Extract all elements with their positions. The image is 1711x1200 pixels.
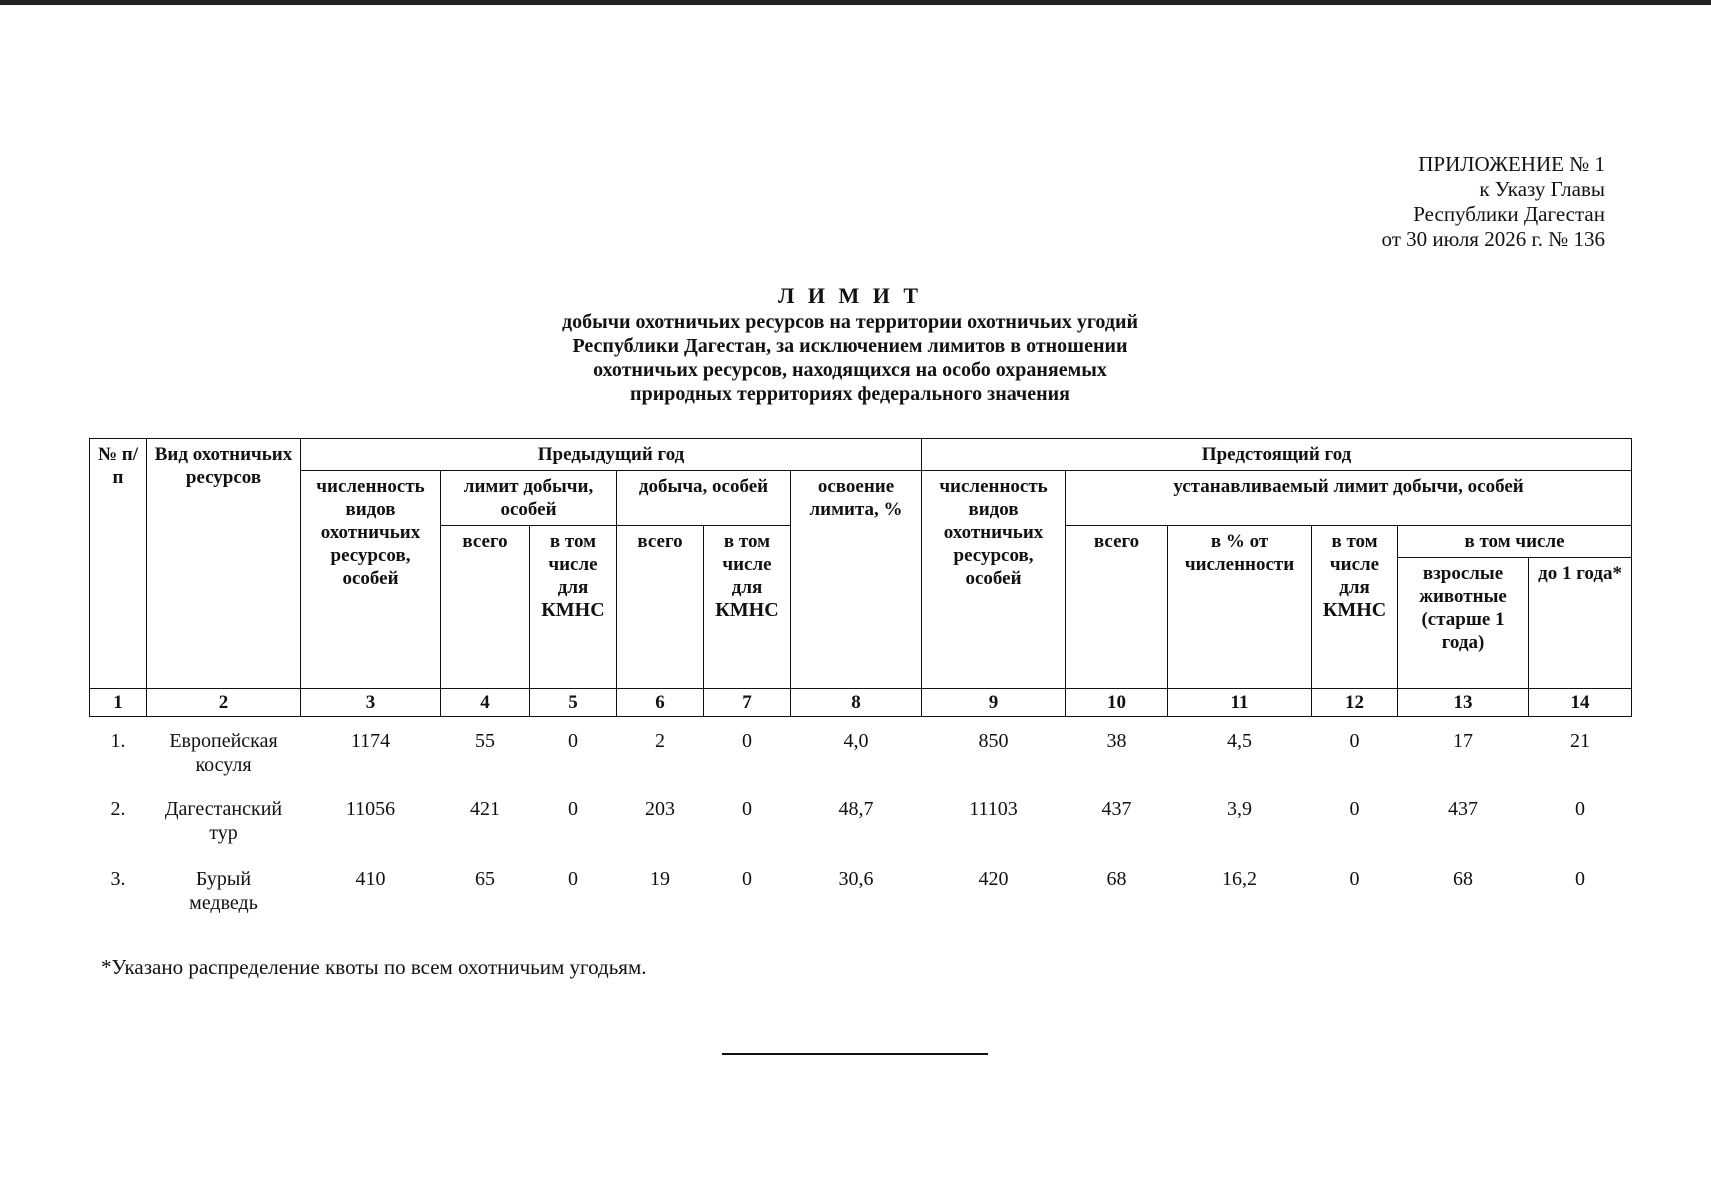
limit-table [89,438,1632,915]
header-next-limit-kmns [1312,526,1398,689]
table-cell: 48,7 [838,797,874,820]
table-cell: 2 [655,730,665,752]
header-adults: взрослые животные (старше 1 года) [1398,558,1529,689]
incl-kmns-label: в том числе для [1329,531,1380,598]
table-cell: 21 [1570,730,1591,752]
kmns-label: КМНС [715,599,779,621]
kmns-label: КМНС [1322,599,1387,621]
table-cell: 0 [742,867,752,890]
appendix-line: от 30 июля 2026 г. № 136 [1381,227,1605,251]
row-number-cell: 3. [110,867,126,890]
header-prev-harvest-kmns [704,526,791,689]
appendix-block [1345,152,1605,252]
table-cell: 0 [742,730,752,752]
table-cell: 38 [1106,730,1127,752]
column-number: 1 [90,689,147,717]
column-number: 13 [1398,689,1529,717]
column-number: 6 [617,689,704,717]
table-cell: 850 [978,730,1009,752]
heading-line: добычи охотничьих ресурсов на территории охотничьих угодий [561,311,1139,333]
header-prev-harvest: добыча, особей [617,471,791,526]
header-next-incl: в том числе [1398,526,1632,558]
column-number: 2 [147,689,301,717]
table-cell: 4,0 [843,730,869,752]
column-number: 8 [791,689,922,717]
appendix-line: к Указу Главы [1479,177,1605,201]
species-cell: Дагестанский тур [164,797,283,844]
document-title: Л И М И Т [777,283,923,308]
table-cell: 0 [1349,867,1360,890]
table-cell: 0 [1575,867,1586,890]
table-cell: 65 [475,867,495,890]
table-row [90,855,1632,915]
table-cell: 1174 [350,730,391,752]
table-cell: 0 [1349,797,1360,820]
table-cell: 0 [568,867,578,890]
table-row [90,785,1632,855]
table-cell: 11056 [345,797,396,820]
header-species: Вид охотничьих ресурсов [147,439,301,689]
table-cell: 0 [568,797,578,820]
table-cell: 410 [355,867,386,890]
table-cell: 437 [1448,797,1479,820]
table-cell: 0 [568,730,578,752]
table-cell: 19 [650,867,670,890]
header-prev-limit-kmns [530,526,617,689]
header-next-limit: устанавливаемый лимит добычи, особей [1066,471,1632,526]
table-cell: 4,5 [1227,730,1253,752]
kmns-label: КМНС [541,599,605,621]
scan-top-edge [0,0,1711,5]
table-cell: 437 [1101,797,1132,820]
table-cell: 16,2 [1222,867,1258,890]
header-prev-limit: лимит добычи, особей [441,471,617,526]
header-prev-usage: освоение лимита, % [791,471,922,689]
column-number: 12 [1312,689,1398,717]
table-cell: 203 [645,797,675,820]
table-cell: 68 [1106,867,1127,890]
header-num: № п/п [90,439,147,689]
column-number: 5 [530,689,617,717]
heading-line: природных территориях федерального значения [630,383,1070,405]
header-under-one: до 1 года* [1529,558,1632,689]
column-number: 11 [1168,689,1312,717]
table-cell: 55 [475,730,495,752]
table-cell: 30,6 [838,867,874,890]
footnote: *Указано распределение квоты по всем охотничьим угодьям. [101,955,647,979]
table-cell: 420 [978,867,1009,890]
column-number: 3 [301,689,441,717]
column-number: 7 [704,689,791,717]
column-number: 4 [441,689,530,717]
incl-kmns-label: в том числе для [722,531,772,598]
table-cell: 421 [470,797,500,820]
heading-line: охотничьих ресурсов, находящихся на особо охраняемых [593,359,1107,381]
table-cell: 3,9 [1227,797,1253,820]
column-number: 9 [922,689,1066,717]
header-next-year: Предстоящий год [922,439,1632,471]
column-number: 14 [1529,689,1632,717]
table-row [90,717,1632,785]
table-cell: 0 [742,797,752,820]
table-cell: 0 [1575,797,1586,820]
species-cell: Бурый медведь [189,867,258,914]
table-cell: 68 [1453,867,1474,890]
column-number: 10 [1066,689,1168,717]
header-prev-year: Предыдущий год [301,439,922,471]
heading-line: Республики Дагестан, за исключением лимитов в отношении [572,335,1128,357]
appendix-line: ПРИЛОЖЕНИЕ № 1 [1418,152,1605,176]
header-next-limit-total: всего [1066,526,1168,689]
column-number-row [90,689,1632,717]
row-number-cell: 1. [110,730,126,752]
header-prev-limit-total: всего [441,526,530,689]
separator-line [722,1053,988,1055]
header-next-population: численность видов охотничьих ресурсов, особей [922,471,1066,689]
header-next-percent: в % от численности [1168,526,1312,689]
header-prev-harvest-total: всего [617,526,704,689]
table-cell: 11103 [969,797,1018,820]
header-prev-population: численность видов охотничьих ресурсов, особей [301,471,441,689]
row-number-cell: 2. [110,797,126,820]
table-cell: 17 [1453,730,1474,752]
incl-kmns-label: в том числе для [548,531,598,598]
table-body [90,717,1632,915]
appendix-line: Республики Дагестан [1413,202,1605,226]
species-cell: Европейская косуля [169,730,278,776]
document-heading [460,282,1240,406]
table-cell: 0 [1349,730,1360,752]
